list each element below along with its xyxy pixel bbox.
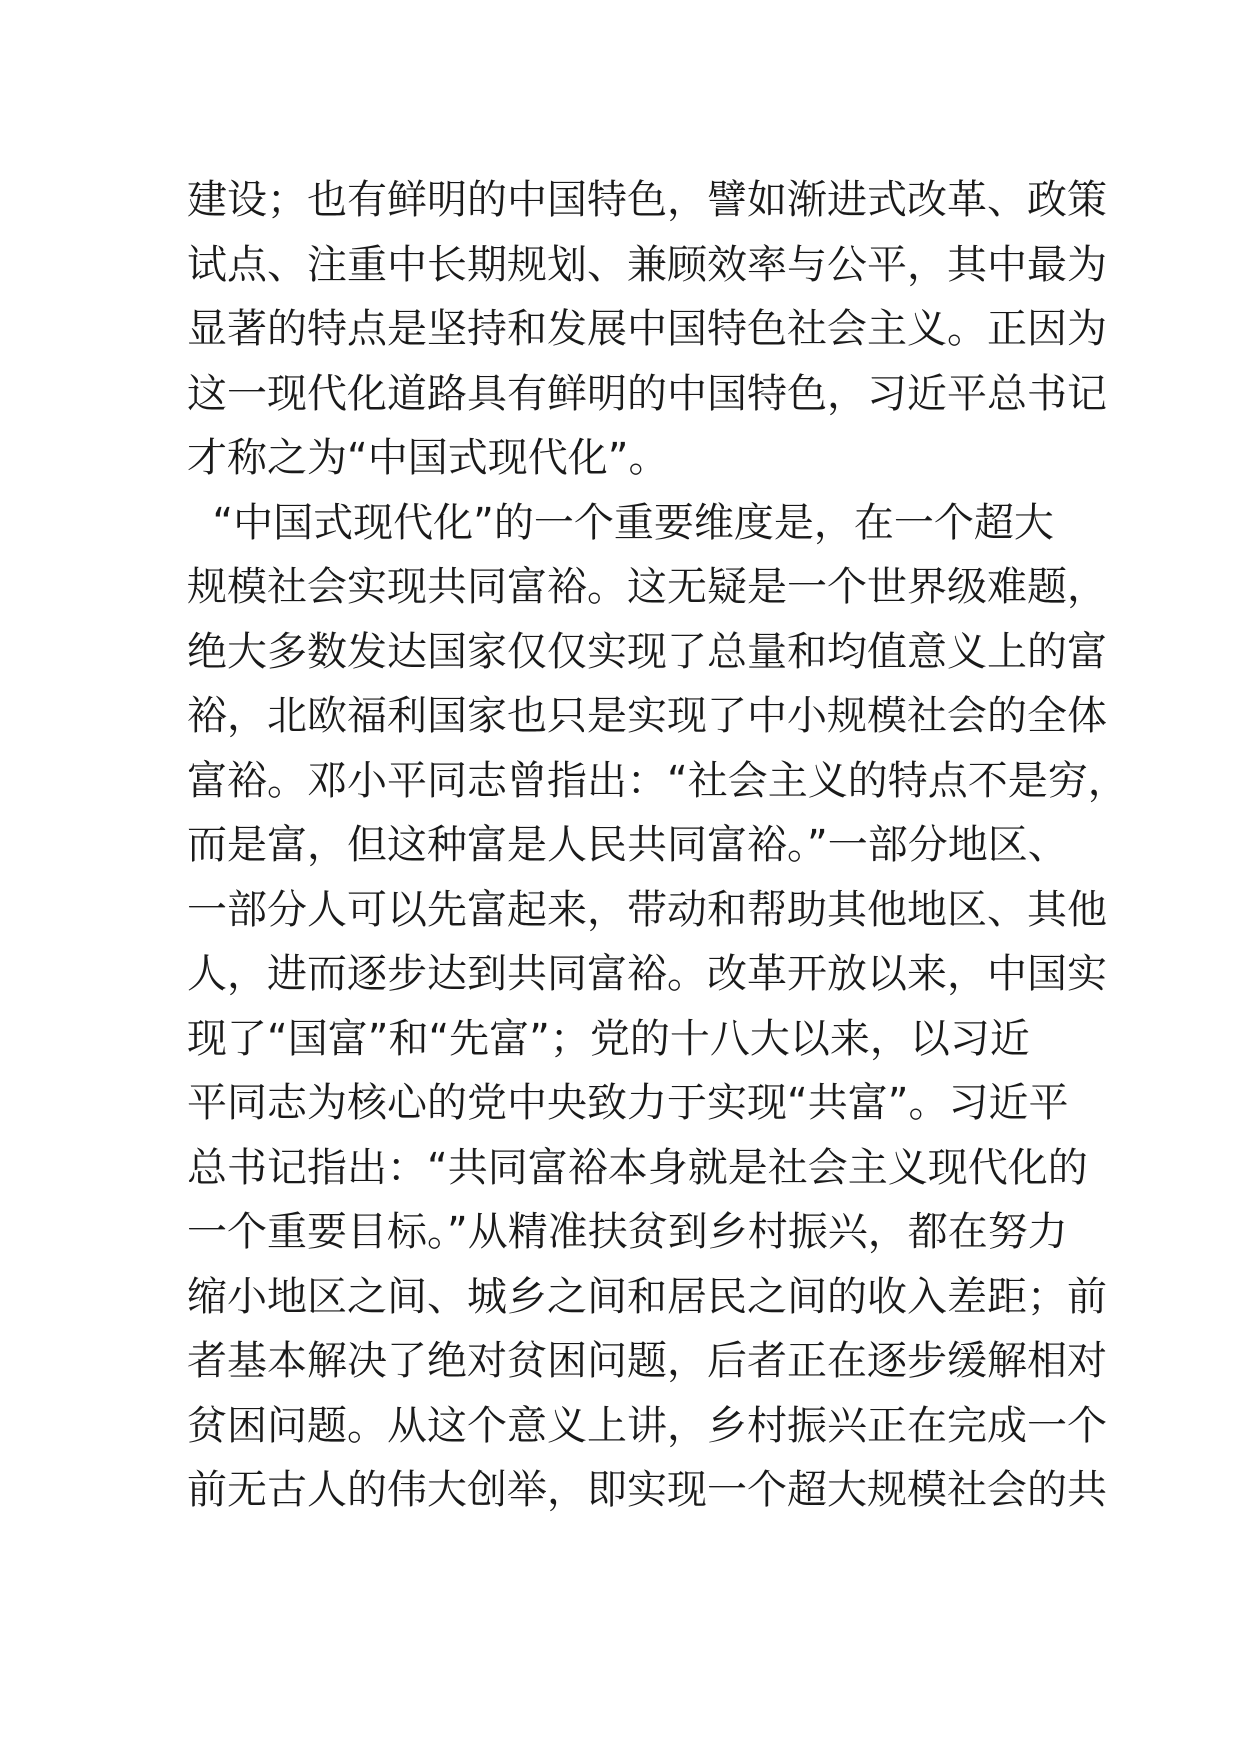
text-line: 显著的特点是坚持和发展中国特色社会主义。正因为: [187, 306, 1107, 352]
text-line: 规模社会实现共同富裕。这无疑是一个世界级难题，: [187, 564, 1107, 610]
text-line: 人，进而逐步达到共同富裕。改革开放以来，中国实: [187, 951, 1107, 997]
text-line: 总书记指出：“共同富裕本身就是社会主义现代化的: [187, 1144, 1088, 1191]
paragraph-1: [187, 168, 1107, 491]
text-line: 前无古人的伟大创举，即实现一个超大规模社会的共: [187, 1467, 1107, 1513]
text-line: 试点、注重中长期规划、兼顾效率与公平，其中最为: [187, 241, 1107, 288]
text-line: 建设；也有鲜明的中国特色，譬如渐进式改革、政策: [187, 177, 1107, 223]
text-line: 绝大多数发达国家仅仅实现了总量和均值意义上的富: [187, 628, 1107, 675]
paragraph-2: [187, 491, 1128, 1523]
text-line: 一个重要目标。”从精准扶贫到乡村振兴，都在努力: [187, 1209, 1068, 1255]
text-line: 而是富，但这种富是人民共同富裕。”一部分地区、: [187, 822, 1068, 868]
text-line: 贫困问题。从这个意义上讲，乡村振兴正在完成一个: [187, 1402, 1107, 1449]
text-line: 平同志为核心的党中央致力于实现“共富”。习近平: [187, 1080, 1069, 1126]
text-line: 一部分人可以先富起来，带动和帮助其他地区、其他: [187, 886, 1107, 933]
body-text: [187, 168, 1128, 1523]
text-line: 这一现代化道路具有鲜明的中国特色，习近平总书记: [187, 370, 1107, 417]
text-line: 缩小地区之间、城乡之间和居民之间的收入差距；前: [187, 1273, 1107, 1320]
text-line: 富裕。邓小平同志曾指出：“社会主义的特点不是穷，: [187, 757, 1128, 804]
text-line: 现了“国富”和“先富”；党的十八大以来，以习近: [187, 1015, 1030, 1062]
text-line: 才称之为“中国式现代化”。: [187, 435, 669, 481]
text-line: 者基本解决了绝对贫困问题，后者正在逐步缓解相对: [187, 1338, 1107, 1384]
text-line: 裕，北欧福利国家也只是实现了中小规模社会的全体: [187, 693, 1107, 739]
text-line: “中国式现代化”的一个重要维度是，在一个超大: [187, 499, 1054, 546]
